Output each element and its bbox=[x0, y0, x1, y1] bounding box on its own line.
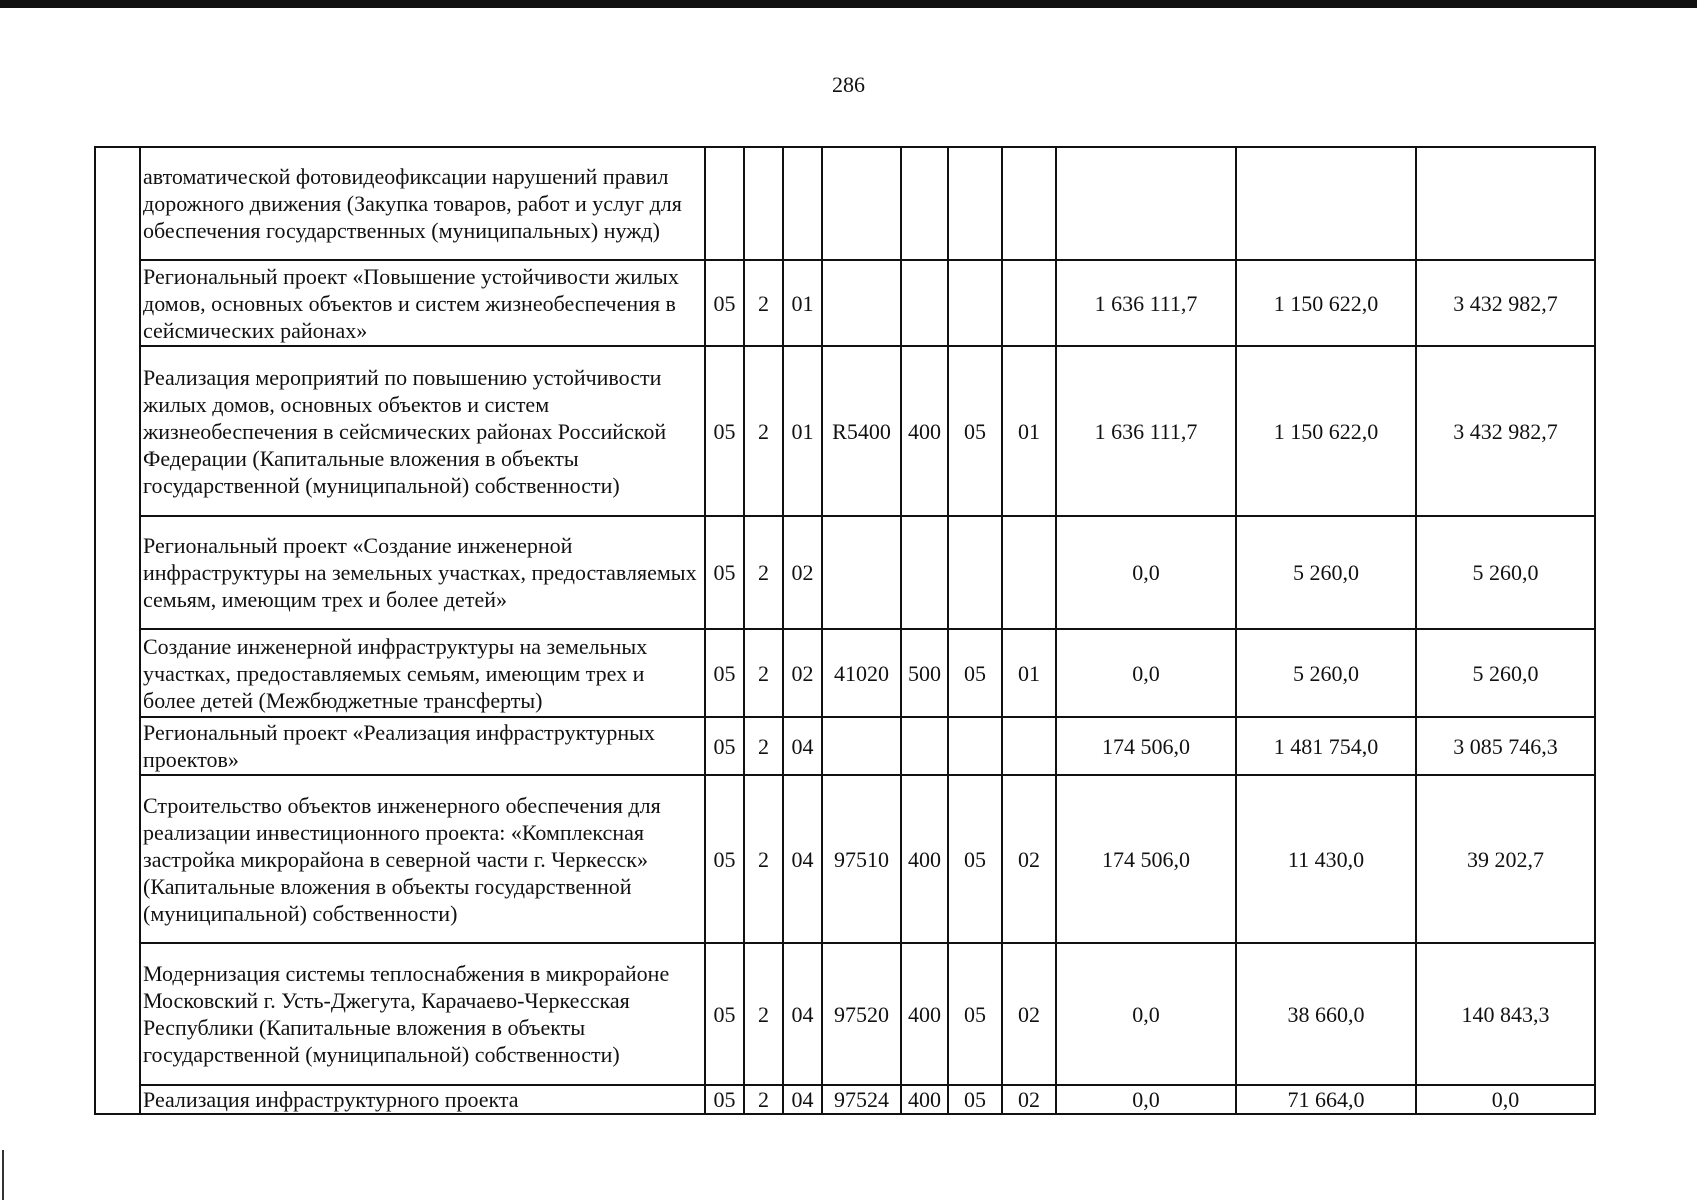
amount-cell: 0,0 bbox=[1056, 943, 1236, 1085]
table-row bbox=[95, 147, 1595, 260]
code-cell: 2 bbox=[744, 717, 783, 775]
code-cell: 2 bbox=[744, 775, 783, 943]
code-cell: 2 bbox=[744, 346, 783, 516]
table-row bbox=[95, 346, 1595, 516]
code-cell: 04 bbox=[783, 1085, 822, 1114]
code-cell bbox=[1002, 717, 1056, 775]
amount-cell: 0,0 bbox=[1416, 1085, 1595, 1114]
code-cell: 2 bbox=[744, 260, 783, 346]
code-cell: 04 bbox=[783, 775, 822, 943]
amount-cell: 3 432 982,7 bbox=[1416, 346, 1595, 516]
description-cell: автоматической фотовидеофиксации нарушений правил дорожного движения (Закупка товаров, работ и услуг для обеспечения государственных (муниципальных) нужд) bbox=[140, 147, 705, 260]
code-cell bbox=[822, 147, 901, 260]
code-cell bbox=[948, 147, 1002, 260]
empty-number-cell bbox=[95, 629, 140, 717]
table-row bbox=[95, 943, 1595, 1085]
amount-cell: 5 260,0 bbox=[1236, 629, 1416, 717]
code-cell bbox=[822, 516, 901, 629]
code-cell: 04 bbox=[783, 717, 822, 775]
amount-cell: 38 660,0 bbox=[1236, 943, 1416, 1085]
amount-cell: 5 260,0 bbox=[1416, 516, 1595, 629]
code-cell: 400 bbox=[901, 943, 948, 1085]
amount-cell bbox=[1236, 147, 1416, 260]
scan-edge-mark bbox=[2, 1150, 4, 1200]
amount-cell: 39 202,7 bbox=[1416, 775, 1595, 943]
code-cell bbox=[822, 717, 901, 775]
table-row bbox=[95, 516, 1595, 629]
amount-cell: 140 843,3 bbox=[1416, 943, 1595, 1085]
table-row bbox=[95, 629, 1595, 717]
code-cell: 400 bbox=[901, 346, 948, 516]
code-cell: 05 bbox=[705, 629, 744, 717]
description-cell: Строительство объектов инженерного обеспечения для реализации инвестиционного проекта: «Комплексная застройка микрорайона в северной части г. Черкесск» (Капитальные вложения в объекты государственной (муниципальной) собственности) bbox=[140, 775, 705, 943]
code-cell: 01 bbox=[783, 346, 822, 516]
code-cell: 97510 bbox=[822, 775, 901, 943]
code-cell: 01 bbox=[1002, 629, 1056, 717]
code-cell: 05 bbox=[705, 1085, 744, 1114]
code-cell: 2 bbox=[744, 516, 783, 629]
table-row bbox=[95, 775, 1595, 943]
empty-number-cell bbox=[95, 516, 140, 629]
code-cell: 01 bbox=[783, 260, 822, 346]
amount-cell: 3 085 746,3 bbox=[1416, 717, 1595, 775]
code-cell: 41020 bbox=[822, 629, 901, 717]
amount-cell: 5 260,0 bbox=[1236, 516, 1416, 629]
amount-cell: 174 506,0 bbox=[1056, 717, 1236, 775]
code-cell bbox=[1002, 516, 1056, 629]
code-cell: 400 bbox=[901, 1085, 948, 1114]
code-cell: 97524 bbox=[822, 1085, 901, 1114]
budget-table bbox=[94, 146, 1596, 1115]
code-cell: 02 bbox=[783, 629, 822, 717]
amount-cell: 71 664,0 bbox=[1236, 1085, 1416, 1114]
code-cell: 05 bbox=[705, 260, 744, 346]
empty-number-cell bbox=[95, 147, 140, 260]
code-cell: 05 bbox=[705, 775, 744, 943]
code-cell: 2 bbox=[744, 1085, 783, 1114]
amount-cell: 1 636 111,7 bbox=[1056, 260, 1236, 346]
code-cell: 02 bbox=[1002, 943, 1056, 1085]
code-cell: 02 bbox=[1002, 1085, 1056, 1114]
amount-cell: 0,0 bbox=[1056, 1085, 1236, 1114]
amount-cell: 0,0 bbox=[1056, 516, 1236, 629]
code-cell: 02 bbox=[783, 516, 822, 629]
description-cell: Региональный проект «Повышение устойчивости жилых домов, основных объектов и систем жизнеобеспечения в сейсмических районах» bbox=[140, 260, 705, 346]
code-cell: 05 bbox=[948, 775, 1002, 943]
amount-cell: 5 260,0 bbox=[1416, 629, 1595, 717]
code-cell bbox=[901, 147, 948, 260]
code-cell: 05 bbox=[948, 346, 1002, 516]
table-row bbox=[95, 1085, 1595, 1114]
code-cell bbox=[1002, 260, 1056, 346]
code-cell: 500 bbox=[901, 629, 948, 717]
code-cell: 05 bbox=[705, 717, 744, 775]
amount-cell: 1 636 111,7 bbox=[1056, 346, 1236, 516]
code-cell: 04 bbox=[783, 943, 822, 1085]
description-cell: Реализация мероприятий по повышению устойчивости жилых домов, основных объектов и систем жизнеобеспечения в сейсмических районах Российской Федерации (Капитальные вложения в объекты государственной (муниципальной) собственности) bbox=[140, 346, 705, 516]
empty-number-cell bbox=[95, 1085, 140, 1114]
code-cell: 02 bbox=[1002, 775, 1056, 943]
code-cell bbox=[744, 147, 783, 260]
table-row bbox=[95, 717, 1595, 775]
code-cell bbox=[822, 260, 901, 346]
amount-cell: 0,0 bbox=[1056, 629, 1236, 717]
code-cell bbox=[948, 516, 1002, 629]
amount-cell: 11 430,0 bbox=[1236, 775, 1416, 943]
amount-cell: 174 506,0 bbox=[1056, 775, 1236, 943]
code-cell: 400 bbox=[901, 775, 948, 943]
description-cell: Создание инженерной инфраструктуры на земельных участках, предоставляемых семьям, имеющим трех и более детей (Межбюджетные трансферты) bbox=[140, 629, 705, 717]
empty-number-cell bbox=[95, 717, 140, 775]
amount-cell bbox=[1056, 147, 1236, 260]
empty-number-cell bbox=[95, 775, 140, 943]
code-cell: 2 bbox=[744, 943, 783, 1085]
code-cell bbox=[1002, 147, 1056, 260]
code-cell: 05 bbox=[705, 516, 744, 629]
amount-cell: 1 481 754,0 bbox=[1236, 717, 1416, 775]
table-row bbox=[95, 260, 1595, 346]
code-cell: 2 bbox=[744, 629, 783, 717]
description-cell: Модернизация системы теплоснабжения в микрорайоне Московский г. Усть-Джегута, Карачаево-Черкесская Республики (Капитальные вложения в объекты государственной (муниципальной) собственности) bbox=[140, 943, 705, 1085]
code-cell: 05 bbox=[705, 943, 744, 1085]
amount-cell: 3 432 982,7 bbox=[1416, 260, 1595, 346]
code-cell: 97520 bbox=[822, 943, 901, 1085]
code-cell bbox=[901, 260, 948, 346]
description-cell: Региональный проект «Создание инженерной инфраструктуры на земельных участках, предоставляемых семьям, имеющим трех и более детей» bbox=[140, 516, 705, 629]
code-cell bbox=[948, 717, 1002, 775]
empty-number-cell bbox=[95, 346, 140, 516]
code-cell: 05 bbox=[948, 1085, 1002, 1114]
code-cell: 05 bbox=[948, 943, 1002, 1085]
page-number: 286 bbox=[832, 72, 865, 97]
code-cell bbox=[783, 147, 822, 260]
code-cell bbox=[901, 516, 948, 629]
empty-number-cell bbox=[95, 260, 140, 346]
code-cell bbox=[901, 717, 948, 775]
description-cell: Реализация инфраструктурного проекта bbox=[140, 1085, 705, 1114]
amount-cell: 1 150 622,0 bbox=[1236, 260, 1416, 346]
amount-cell: 1 150 622,0 bbox=[1236, 346, 1416, 516]
amount-cell bbox=[1416, 147, 1595, 260]
code-cell: 01 bbox=[1002, 346, 1056, 516]
code-cell: R5400 bbox=[822, 346, 901, 516]
code-cell bbox=[705, 147, 744, 260]
description-cell: Региональный проект «Реализация инфраструктурных проектов» bbox=[140, 717, 705, 775]
code-cell: 05 bbox=[948, 629, 1002, 717]
code-cell bbox=[948, 260, 1002, 346]
code-cell: 05 bbox=[705, 346, 744, 516]
top-edge-bar bbox=[0, 0, 1697, 8]
empty-number-cell bbox=[95, 943, 140, 1085]
